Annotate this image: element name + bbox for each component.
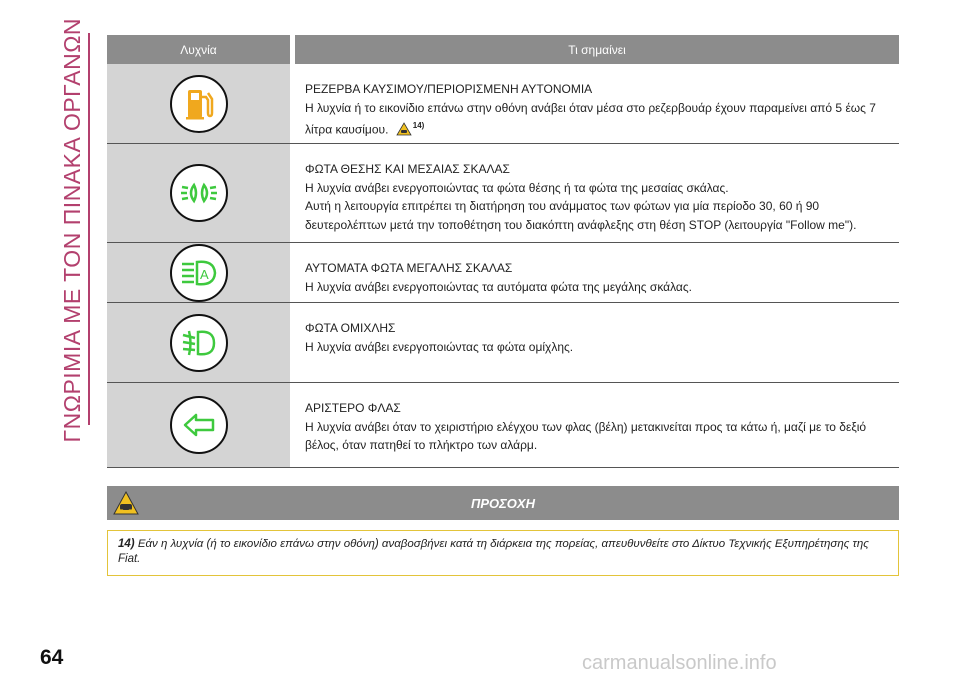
lamp-title: ΦΩΤΑ ΟΜΙΧΛΗΣ xyxy=(305,321,396,335)
table-row xyxy=(107,144,899,243)
lamp-description: Η λυχνία ανάβει ενεργοποιώντας τα αυτόματα φώτα της μεγάλης σκάλας. xyxy=(305,279,692,294)
lamp-title: ΑΡΙΣΤΕΡΟ ΦΛΑΣ xyxy=(305,401,401,415)
svg-text:A: A xyxy=(199,266,209,282)
page-number: 64 xyxy=(40,646,64,669)
note-reference: 14) xyxy=(118,538,135,550)
note-text: Εάν η λυχνία (ή το εικονίδιο επάνω στην οθόνη) αναβοσβήνει κατά τη διάρκεια της πορείας, απευθυνθείτε στο Δίκτυο Τεχνικής Εξυπηρέτησης της Fiat. xyxy=(118,538,869,565)
left-arrow-indicator-icon xyxy=(178,404,220,446)
lamp-description-extra: Αυτή η λειτουργία επιτρέπει τη διατήρηση του ανάμματος των φώτων για μία περίοδο 30, 60 ή 90 δευτερολέπτων μετά την τοποθέτηση του διακόπτη ανάφλεξης στη θέση STOP (λειτουργία "Follow me"). xyxy=(305,199,857,232)
fuel-pump-icon xyxy=(178,83,220,125)
lamp-title: ΑΥΤΟΜΑΤΑ ΦΩΤΑ ΜΕΓΑΛΗΣ ΣΚΑΛΑΣ xyxy=(305,261,513,275)
lamp-title: ΡΕΖΕΡΒΑ ΚΑΥΣΙΜΟΥ/ΠΕΡΙΟΡΙΣΜΕΝΗ ΑΥΤΟΝΟΜΙΑ xyxy=(305,82,593,96)
lamp-title: ΦΩΤΑ ΘΕΣΗΣ ΚΑΙ ΜΕΣΑΙΑΣ ΣΚΑΛΑΣ xyxy=(305,162,510,176)
table-row xyxy=(107,303,899,383)
warning-triangle-icon xyxy=(396,122,412,136)
header-meaning: Τι σημαίνει xyxy=(568,42,626,57)
table-row xyxy=(107,64,899,144)
position-lights-icon xyxy=(178,172,220,214)
warning-note xyxy=(107,530,899,576)
reference-warning[interactable]: 14) xyxy=(396,117,425,136)
warning-triangle-icon xyxy=(112,490,140,516)
auto-high-beam-icon xyxy=(178,252,220,294)
fog-light-icon xyxy=(178,322,220,364)
warning-lights-table xyxy=(107,35,899,468)
header-lamp: Λυχνία xyxy=(180,42,217,57)
lamp-description: Η λυχνία ανάβει ενεργοποιώντας τα φώτα θέσης ή τα φώτα της μεσαίας σκάλας. xyxy=(305,180,729,195)
lamp-description: Η λυχνία ανάβει όταν το χειριστήριο ελέγχου των φλας (βέλη) μετακινείται προς τα κάτω ή, μαζί με το δεξιό βέλος, όταν πατηθεί το πλήκτρο των αλάρμ. xyxy=(305,419,867,452)
table-row xyxy=(107,383,899,468)
table-header xyxy=(107,35,899,64)
side-section-title: ΓΝΩΡΙΜΙΑ ΜΕ ΤΟΝ ΠΙΝΑΚΑ ΟΡΓΑΝΩΝ xyxy=(58,17,85,443)
lamp-description: Η λυχνία ανάβει ενεργοποιώντας τα φώτα ομίχλης. xyxy=(305,339,574,354)
warning-title: ΠΡΟΣΟΧΗ xyxy=(471,495,535,511)
side-rule xyxy=(88,33,90,425)
table-row xyxy=(107,243,899,303)
warning-header xyxy=(107,486,899,520)
lamp-description: Η λυχνία ή το εικονίδιο επάνω στην οθόνη ανάβει όταν μέσα στο ρεζερβουάρ έχουν παραμείνει από 5 έως 7 λίτρα καυσίμου. xyxy=(305,100,876,137)
watermark: carmanualsonline.info xyxy=(582,652,777,674)
